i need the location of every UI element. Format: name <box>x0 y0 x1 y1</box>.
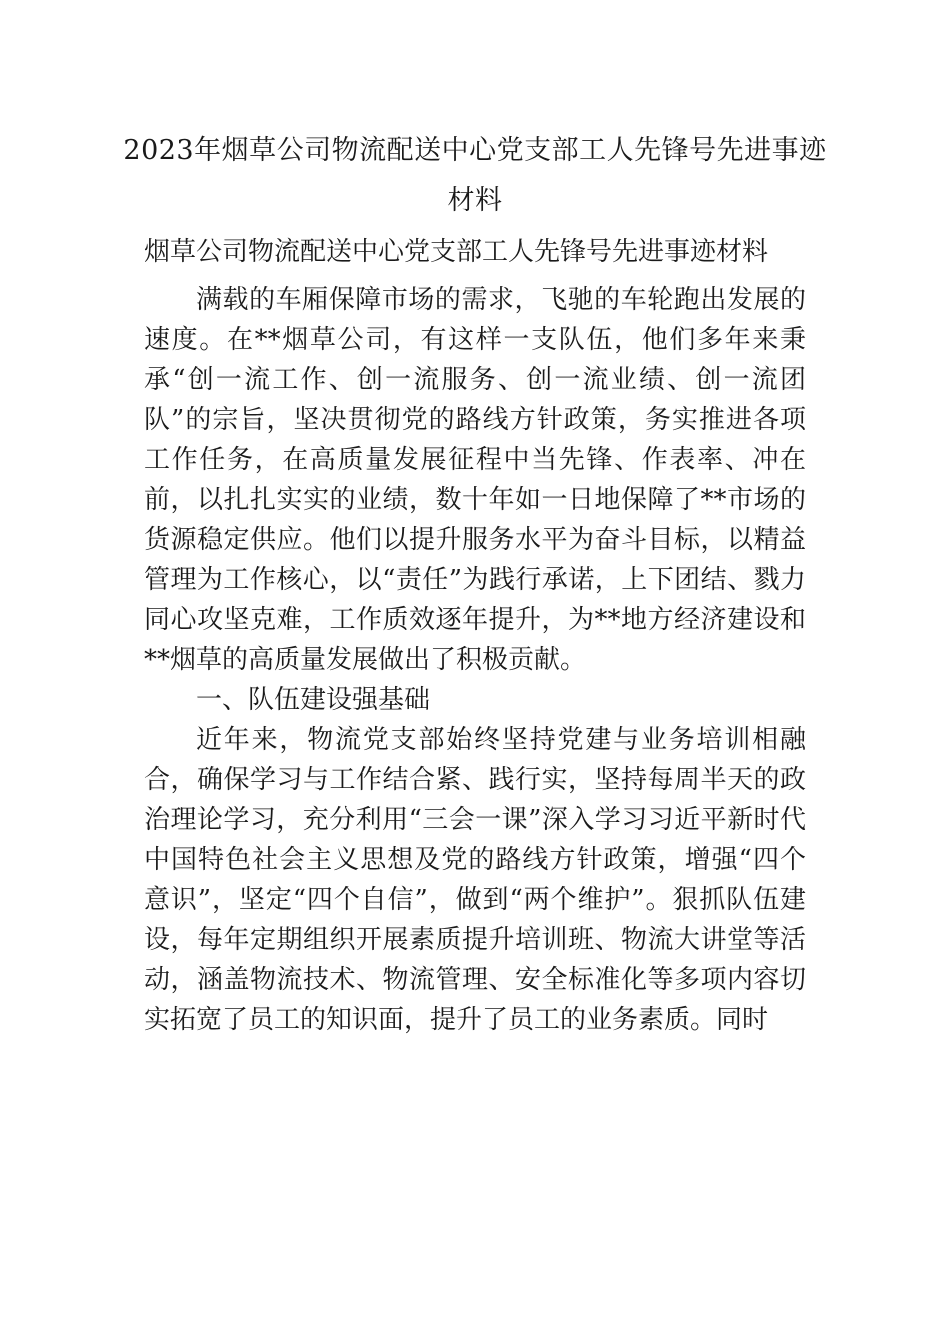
section-paragraph: 近年来，物流党支部始终坚持党建与业务培训相融合，确保学习与工作结合紧、践行实，坚持每周半天的政治理论学习，充分利用“三会一课”深入学习习近平新时代中国特色社会主义思想及党的路线方针政策，增强“四个意识”，坚定“四个自信”，做到“两个维护”。狠抓队伍建设，每年定期组织开展素质提升培训班、物流大讲堂等活动，涵盖物流技术、物流管理、安全标准化等多项内容切实拓宽了员工的知识面，提升了员工的业务素质。同时 <box>144 725 806 1035</box>
document-subtitle: 烟草公司物流配送中心党支部工人先锋号先进事迹材料 <box>144 237 769 267</box>
document-body <box>144 280 806 1040</box>
document-title: 2023年烟草公司物流配送中心党支部工人先锋号先进事迹材料 <box>123 135 827 216</box>
intro-paragraph: 满载的车厢保障市场的需求，飞驰的车轮跑出发展的速度。在**烟草公司，有这样一支队伍，他们多年来秉承“创一流工作、创一流服务、创一流业绩、创一流团队”的宗旨，坚决贯彻党的路线方针政策，务实推进各项工作任务，在高质量发展征程中当先锋、作表率、冲在前，以扎扎实实的业绩，数十年如一日地保障了**市场的货源稳定供应。他们以提升服务水平为奋斗目标，以精益管理为工作核心，以“责任”为践行承诺，上下团结、戮力同心攻坚克难，工作质效逐年提升，为**地方经济建设和**烟草的高质量发展做出了积极贡献。 <box>144 285 806 675</box>
section-heading: 一、队伍建设强基础 <box>196 685 431 715</box>
